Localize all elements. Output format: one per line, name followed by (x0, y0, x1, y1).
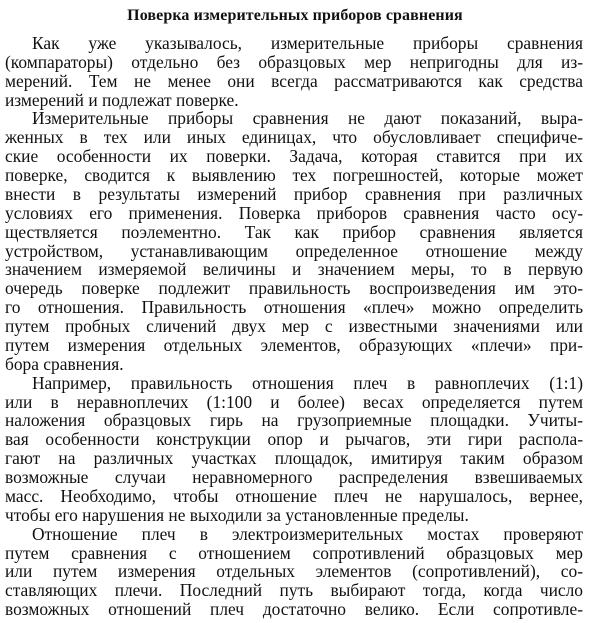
text-line: ские особенности их поверки. Задача, которая ставится при их (5, 146, 583, 167)
text-line: значением измеряемой величины и значением меры, то в первую (5, 259, 583, 280)
text-line: устройством, устанавливающим определенное отношение между (5, 240, 583, 261)
text-line: измерений и подлежат поверке. (5, 89, 239, 110)
text-line: или путем измерения отдельных элементов (сопротивлений), со- (5, 561, 583, 582)
text-line: чтобы его нарушения не выходили за установленные пределы. (5, 504, 469, 525)
text-line: женных в тех или иных единицах, что обусловливает специфиче- (5, 127, 583, 148)
text-line: наложения образцовых гирь на грузоприемные площадки. Учиты- (5, 410, 583, 431)
text-line: условиях его применения. Поверка приборов сравнения часто осу- (5, 202, 583, 223)
text-line: путем пробных сличений двух мер с известными значениями или (5, 316, 583, 337)
text-line: внести в результаты измерений прибор сравнения при различных (5, 183, 583, 204)
text-line: Как уже указывалось, измерительные приборы сравнения (32, 33, 583, 53)
text-line: ставляющих плечи. Последний путь выбирают тогда, когда число (5, 580, 583, 601)
text-line: Измерительные приборы сравнения не дают показаний, выра- (32, 108, 583, 129)
text-line: (компараторы) отдельно без образцовых мер непригодны для из- (5, 51, 583, 72)
text-line: Например, правильность отношения плеч в равноплечих (1:1) (32, 372, 583, 393)
text-line: или в неравноплечих (1:100 и более) весах определяется путем (5, 391, 583, 412)
text-line: вая особенности конструкции опор и рычагов, эти гири распола- (5, 429, 583, 450)
text-line: путем измерения отдельных элементов, образующих «плечи» при- (5, 334, 583, 355)
text-line: Отношение плеч в электроизмерительных мостах проверяют (32, 523, 583, 544)
text-line: го отношения. Правильность отношения «плеч» можно определить (5, 297, 583, 318)
text-line: возможных отношений плеч достаточно велико. Если сопротивле- (5, 599, 583, 620)
text-line: бора сравнения. (5, 353, 124, 374)
section-title: Поверка измерительных приборов сравнения (127, 7, 463, 24)
text-line: очередь поверке подлежит правильность воспроизведения им это- (5, 278, 583, 299)
text-line: ществляется поэлементно. Так как прибор сравнения является (5, 221, 583, 242)
text-line: возможные случаи неравномерного распределения взвешиваемых (5, 467, 583, 488)
text-line: поверке, сводится к выявлению тех погрешностей, которые может (5, 165, 583, 186)
text-line: путем сравнения с отношением сопротивлений образцовых мер (5, 542, 583, 563)
text-line: гают на различных участках площадок, имитируя таким образом (5, 448, 583, 469)
text-line: масс. Необходимо, чтобы отношение плеч не нарушалось, вернее, (5, 485, 583, 506)
text-line: мерений. Тем не менее они всегда рассматриваются как средства (5, 70, 583, 91)
